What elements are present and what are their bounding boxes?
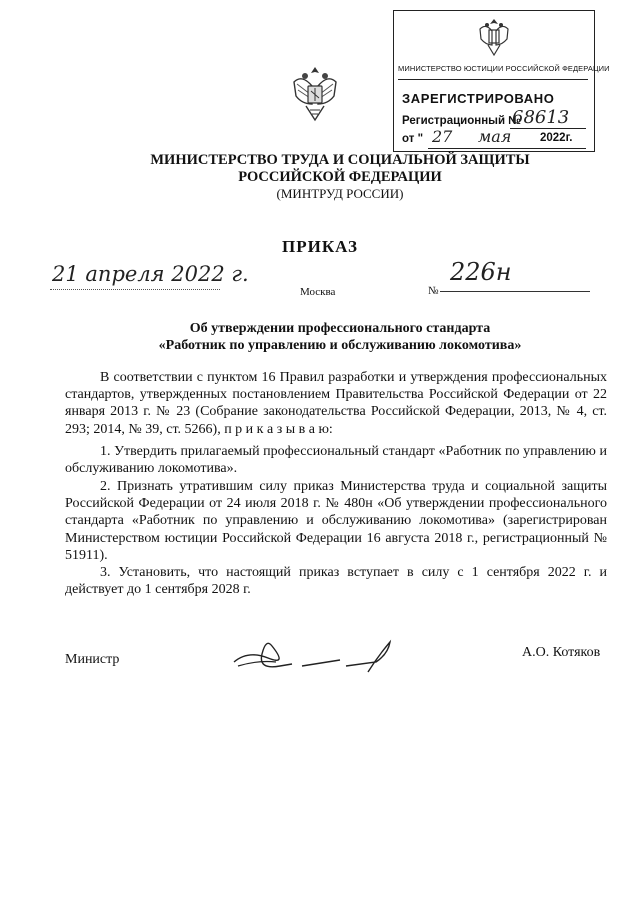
stamp-date-year: 2022г. (540, 132, 573, 144)
ministry-name-line1: МИНИСТЕРСТВО ТРУДА И СОЦИАЛЬНОЙ ЗАЩИТЫ (150, 152, 530, 168)
stamp-date-underline (428, 148, 586, 149)
order-city: Москва (300, 286, 336, 298)
order-date-handwritten: 21 апреля 2022 г. (52, 262, 249, 286)
stamp-divider (398, 79, 588, 80)
stamp-regno-label: Регистрационный № (402, 115, 522, 127)
signatory-name: А.О. Котяков (522, 645, 601, 660)
handwritten-signature-icon (228, 636, 398, 678)
stamp-registered: ЗАРЕГИСТРИРОВАНО (402, 91, 555, 106)
order-number-handwritten: 226н (450, 258, 512, 286)
stamp-date-month: мая (478, 127, 512, 146)
order-number-underline (440, 291, 590, 292)
document-title-line2: «Работник по управлению и обслуживанию локомотива» (158, 338, 522, 353)
coat-of-arms-icon (290, 64, 340, 126)
clause-1-paragraph: 1. Утвердить прилагаемый профессиональный стандарт «Работник по управлению и обслуживанию локомотива». (65, 444, 607, 477)
ministry-abbreviation: (МИНТРУД РОССИИ) (276, 186, 404, 201)
ministry-name-line2: РОССИЙСКОЙ ФЕДЕРАЦИИ (238, 169, 442, 185)
order-date-underline (50, 289, 220, 290)
clause-2-paragraph: 2. Признать утратившим силу приказ Министерства труда и социальной защиты Российской Федерации от 24 июля 2018 г. № 480н «Об утверждении профессионального стандарта «Работник по управлению и обслуживанию локомотива» (зарегистрирован Министерством юстиции Российской Федерации 16 августа 2018 г., регистрационный № 51911). (65, 479, 607, 563)
stamp-ministry: МИНИСТЕРСТВО ЮСТИЦИИ РОССИЙСКОЙ ФЕДЕРАЦИИ (398, 64, 610, 73)
clause-3-paragraph: 3. Установить, что настоящий приказ вступает в силу с 1 сентября 2022 г. и действует до 1 сентября 2028 г. (65, 565, 607, 598)
stamp-regno-value: 68613 (512, 107, 570, 128)
stamp-date-day: 27 (432, 127, 453, 146)
stamp-regno-underline (510, 128, 586, 129)
stamp-emblem-icon (476, 15, 512, 61)
stamp-date-prefix: от " (402, 133, 424, 145)
order-number-label: № (428, 285, 439, 297)
registration-stamp (393, 10, 610, 152)
signatory-position: Министр (65, 652, 120, 667)
document-title-line1: Об утверждении профессионального стандарта (189, 321, 491, 336)
preamble-paragraph: В соответствии с пунктом 16 Правил разработки и утверждения профессиональных стандартов, утвержденных постановлением Правительства Российской Федерации от 22 января 2013 г. № 23 (Собрание законодательства Российской Федерации, 2013, № 4, ст. 293; 2014, № 39, ст. 5266), п р и к а з ы в а ю: (65, 370, 607, 437)
order-title: ПРИКАЗ (282, 237, 358, 256)
